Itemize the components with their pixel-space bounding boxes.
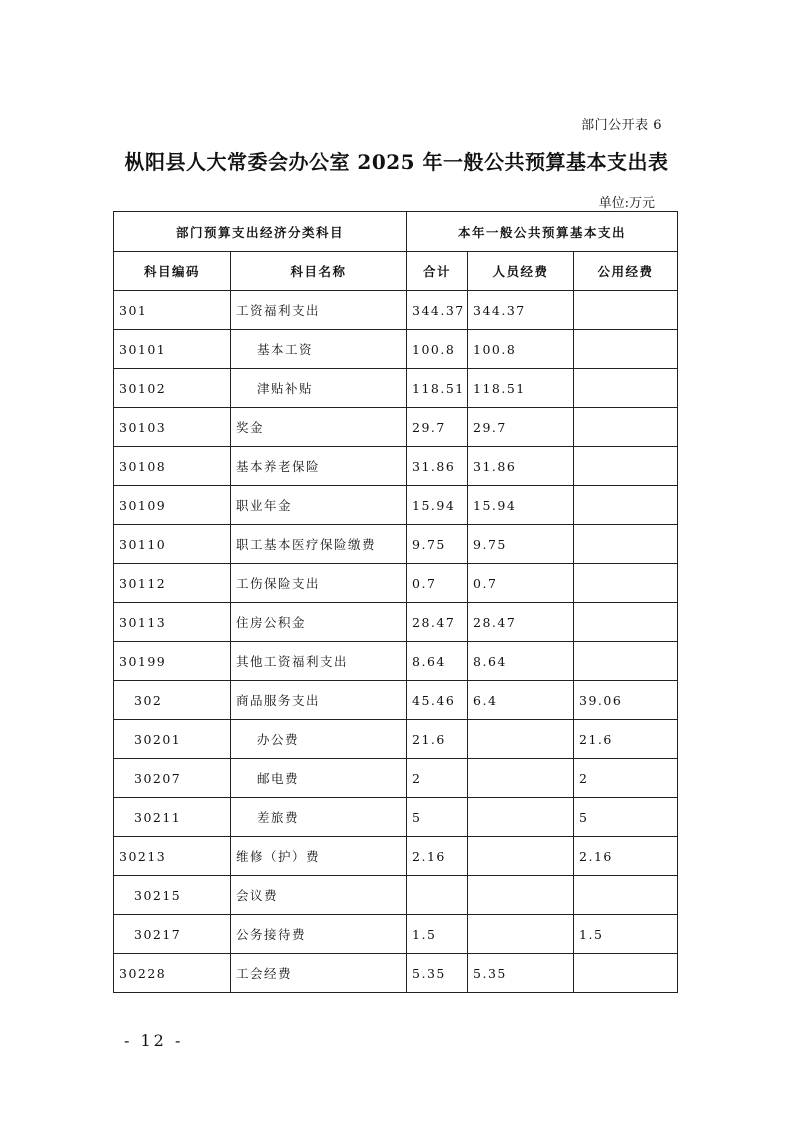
cell-personnel: 9.75: [468, 525, 574, 564]
cell-public: [574, 603, 678, 642]
cell-public: 2: [574, 759, 678, 798]
column-header-code: 科目编码: [114, 252, 231, 291]
table-row: [114, 837, 678, 876]
cell-public: [574, 291, 678, 330]
table-row: [114, 330, 678, 369]
cell-total: 8.64: [407, 642, 468, 681]
table-row: [114, 408, 678, 447]
group-header-basic-expenditure: 本年一般公共预算基本支出: [407, 212, 678, 252]
cell-name: 基本养老保险: [231, 447, 407, 486]
cell-personnel: 29.7: [468, 408, 574, 447]
table-row: [114, 564, 678, 603]
cell-name: 工资福利支出: [231, 291, 407, 330]
cell-code: 30113: [114, 603, 231, 642]
cell-name: 差旅费: [231, 798, 407, 837]
cell-code: 30112: [114, 564, 231, 603]
cell-total: 21.6: [407, 720, 468, 759]
cell-public: [574, 369, 678, 408]
cell-name: 商品服务支出: [231, 681, 407, 720]
cell-name: 职工基本医疗保险缴费: [231, 525, 407, 564]
cell-code: 30201: [114, 720, 231, 759]
cell-total: [407, 876, 468, 915]
cell-personnel: 100.8: [468, 330, 574, 369]
cell-code: 30213: [114, 837, 231, 876]
cell-name: 工伤保险支出: [231, 564, 407, 603]
cell-personnel: 344.37: [468, 291, 574, 330]
cell-total: 15.94: [407, 486, 468, 525]
cell-public: [574, 642, 678, 681]
table-row: [114, 759, 678, 798]
cell-total: 5: [407, 798, 468, 837]
cell-code: 301: [114, 291, 231, 330]
cell-code: 30199: [114, 642, 231, 681]
cell-personnel: [468, 915, 574, 954]
cell-total: 31.86: [407, 447, 468, 486]
cell-code: 30215: [114, 876, 231, 915]
cell-code: 302: [114, 681, 231, 720]
cell-public: [574, 564, 678, 603]
cell-name: 职业年金: [231, 486, 407, 525]
cell-total: 100.8: [407, 330, 468, 369]
cell-code: 30103: [114, 408, 231, 447]
table-body: [114, 291, 678, 993]
cell-name: 公务接待费: [231, 915, 407, 954]
cell-total: 2.16: [407, 837, 468, 876]
cell-personnel: [468, 720, 574, 759]
cell-personnel: 15.94: [468, 486, 574, 525]
cell-code: 30217: [114, 915, 231, 954]
unit-label: 单位:万元: [598, 196, 655, 211]
cell-total: 5.35: [407, 954, 468, 993]
group-header-row: [114, 212, 678, 252]
cell-code: 30102: [114, 369, 231, 408]
cell-public: 39.06: [574, 681, 678, 720]
cell-code: 30110: [114, 525, 231, 564]
cell-code: 30207: [114, 759, 231, 798]
table-row: [114, 486, 678, 525]
page-title: 枞阳县人大常委会办公室 2025 年一般公共预算基本支出表: [124, 150, 669, 174]
cell-public: [574, 486, 678, 525]
table-label: 部门公开表 6: [581, 118, 662, 133]
table-row: [114, 681, 678, 720]
cell-code: 30228: [114, 954, 231, 993]
cell-name: 津贴补贴: [231, 369, 407, 408]
column-header-row: [114, 252, 678, 291]
cell-personnel: 8.64: [468, 642, 574, 681]
cell-code: 30211: [114, 798, 231, 837]
table-row: [114, 915, 678, 954]
cell-total: 29.7: [407, 408, 468, 447]
cell-personnel: 31.86: [468, 447, 574, 486]
cell-public: [574, 525, 678, 564]
cell-name: 维修（护）费: [231, 837, 407, 876]
cell-name: 工会经费: [231, 954, 407, 993]
table-row: [114, 525, 678, 564]
cell-personnel: 118.51: [468, 369, 574, 408]
column-header-total: 合计: [407, 252, 468, 291]
cell-name: 奖金: [231, 408, 407, 447]
cell-name: 基本工资: [231, 330, 407, 369]
group-header-economic-classification: 部门预算支出经济分类科目: [114, 212, 407, 252]
cell-personnel: 0.7: [468, 564, 574, 603]
cell-personnel: 5.35: [468, 954, 574, 993]
cell-public: [574, 330, 678, 369]
cell-total: 0.7: [407, 564, 468, 603]
cell-total: 118.51: [407, 369, 468, 408]
cell-name: 办公费: [231, 720, 407, 759]
cell-total: 9.75: [407, 525, 468, 564]
cell-personnel: 6.4: [468, 681, 574, 720]
table-row: [114, 603, 678, 642]
cell-code: 30101: [114, 330, 231, 369]
cell-public: 1.5: [574, 915, 678, 954]
cell-total: 344.37: [407, 291, 468, 330]
cell-personnel: [468, 837, 574, 876]
table-row: [114, 798, 678, 837]
cell-total: 1.5: [407, 915, 468, 954]
cell-public: [574, 408, 678, 447]
cell-public: 2.16: [574, 837, 678, 876]
column-header-personnel: 人员经费: [468, 252, 574, 291]
cell-name: 其他工资福利支出: [231, 642, 407, 681]
cell-total: 45.46: [407, 681, 468, 720]
column-header-public: 公用经费: [574, 252, 678, 291]
table-row: [114, 369, 678, 408]
cell-personnel: [468, 876, 574, 915]
table-row: [114, 876, 678, 915]
page-number: - 12 -: [124, 1031, 184, 1050]
cell-public: [574, 876, 678, 915]
cell-code: 30108: [114, 447, 231, 486]
cell-public: 5: [574, 798, 678, 837]
cell-total: 2: [407, 759, 468, 798]
cell-public: [574, 447, 678, 486]
cell-public: 21.6: [574, 720, 678, 759]
cell-total: 28.47: [407, 603, 468, 642]
cell-personnel: 28.47: [468, 603, 574, 642]
cell-code: 30109: [114, 486, 231, 525]
table-row: [114, 954, 678, 993]
table-row: [114, 720, 678, 759]
column-header-name: 科目名称: [231, 252, 407, 291]
table-row: [114, 291, 678, 330]
cell-personnel: [468, 798, 574, 837]
table-row: [114, 447, 678, 486]
cell-name: 住房公积金: [231, 603, 407, 642]
cell-public: [574, 954, 678, 993]
table-row: [114, 642, 678, 681]
budget-table: [113, 211, 678, 993]
cell-name: 邮电费: [231, 759, 407, 798]
cell-personnel: [468, 759, 574, 798]
cell-name: 会议费: [231, 876, 407, 915]
